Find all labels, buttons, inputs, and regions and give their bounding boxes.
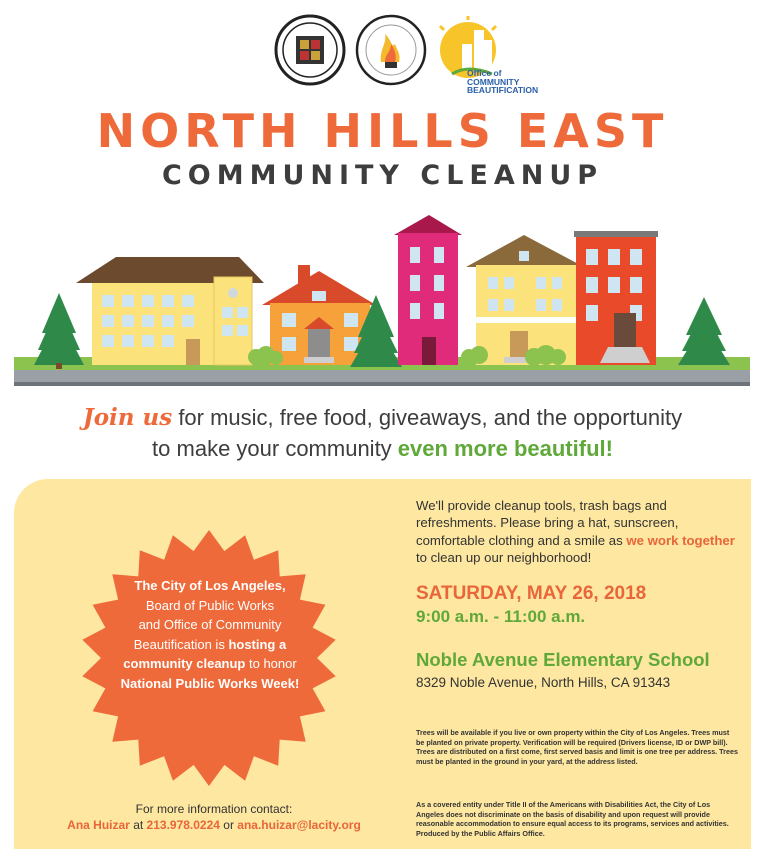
contact-name: Ana Huizar	[67, 818, 130, 832]
join-us-script: Join us	[82, 404, 173, 431]
invitation-line-2	[0, 433, 765, 464]
we-work-together: we work together	[626, 532, 735, 548]
tree-left	[34, 293, 84, 369]
invitation-line-1	[0, 402, 765, 433]
burst-line-1: The City of Los Angeles,	[134, 578, 286, 593]
burst-line-4: Beautification is hosting a	[133, 636, 287, 652]
neighborhood-illustration	[14, 205, 750, 390]
page-subtitle: COMMUNITY CLEANUP	[161, 160, 604, 191]
event-time: 9:00 a.m. - 11:00 a.m.	[416, 607, 586, 627]
tree-right	[678, 297, 730, 365]
burst-line-3: and Office of Community	[138, 617, 282, 632]
starburst-text	[110, 576, 310, 693]
house-pink	[394, 215, 462, 365]
burst-line-5: community cleanup to honor	[123, 656, 297, 671]
house-red	[574, 231, 658, 365]
event-date: SATURDAY, MAY 26, 2018	[416, 583, 647, 605]
provide-paragraph: We'll provide cleanup tools, trash bags and refreshments. Please bring a hat, sunscreen, comfortable clothing and a smile as we work together to clean up our neighborhood!	[416, 498, 735, 565]
logo-row	[0, 14, 765, 100]
burst-line-6: National Public Works Week!	[120, 675, 300, 691]
page-title: NORTH HILLS EAST	[96, 104, 669, 158]
contact-info	[44, 801, 384, 833]
city-seal-logo	[274, 14, 346, 86]
invitation-line-1-rest: for music, free food, giveaways, and the opportunity	[172, 405, 683, 430]
event-address: 8329 Noble Avenue, North Hills, CA 91343	[416, 675, 671, 691]
ocb-line3: BEAUTIFICATION	[467, 85, 539, 95]
ocb-line1: Office of	[467, 68, 502, 78]
invitation-line-2-pre: to make your community	[152, 436, 398, 461]
event-details	[416, 497, 738, 690]
public-works-logo	[355, 14, 427, 86]
burst-line-2: Board of Public Works	[145, 597, 275, 613]
invitation-text	[0, 402, 765, 464]
ada-fine-print: As a covered entity under Title II of the Americans with Disabilities Act, the City of Los Angeles does not discriminate on the basis of disability and upon request will provide reasonable accommodation to ensure equal access to its programs, services and activities. Produced by the Public Affairs Office.	[416, 800, 729, 838]
trees-fine-print: Trees will be available if you live or own property within the City of Los Angeles. Trees must be planted on private property. Verification will be required (Drivers license, ID or DWP bill). Trees are distributed on a first come, first served basis and limit is one tree per address. Trees must be planted in the ground in your yard, at the address listed.	[416, 728, 738, 766]
event-location-name: Noble Avenue Elementary School	[416, 649, 710, 671]
house-yellow-right	[466, 235, 584, 365]
house-yellow-left	[76, 257, 264, 365]
contact-label: For more information contact:	[135, 802, 293, 816]
ocb-logo-text	[467, 69, 538, 95]
contact-line: Ana Huizar at 213.978.0224 or ana.huizar@lacity.org	[67, 818, 361, 832]
contact-phone[interactable]: 213.978.0224	[146, 818, 220, 832]
contact-email-link[interactable]: ana.huizar@lacity.org	[237, 818, 361, 832]
even-more-beautiful: even more beautiful!	[397, 436, 613, 461]
ocb-line2: COMMUNITY	[467, 76, 520, 87]
